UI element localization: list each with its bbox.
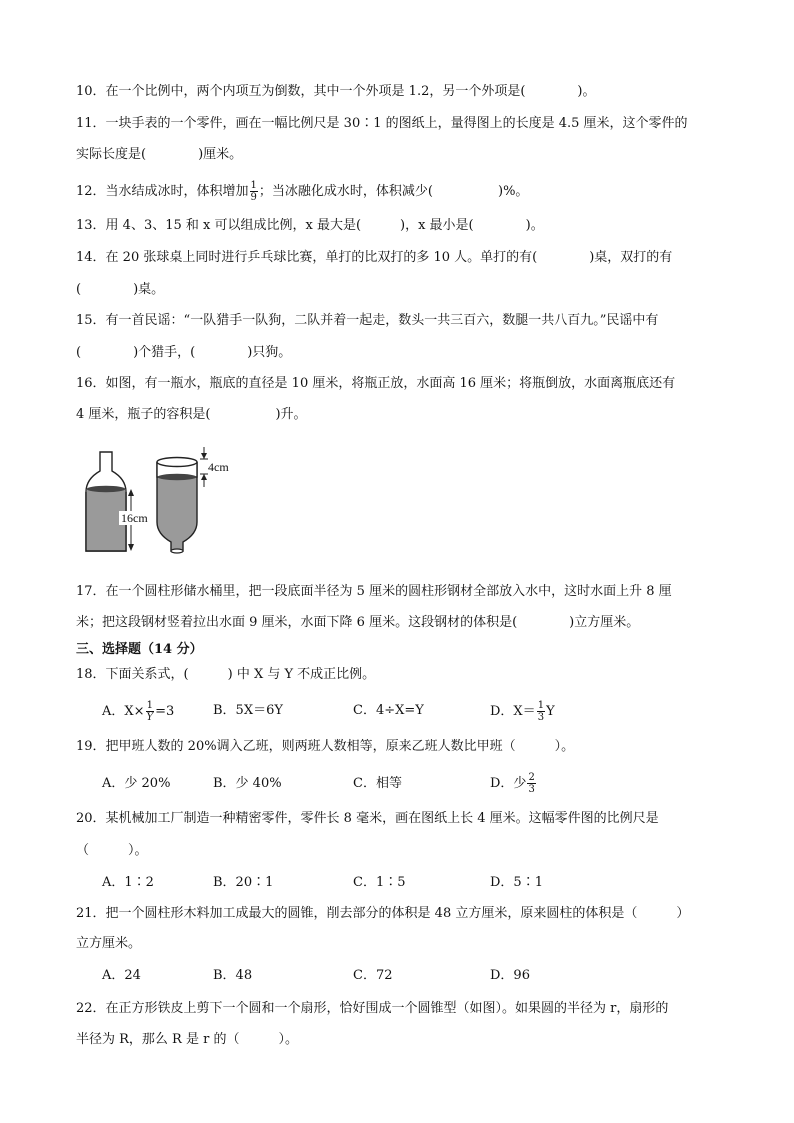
q21-option-d[interactable]: D．96 (490, 968, 530, 983)
fraction-one-third: $\frac{1}{3}$ (537, 700, 545, 723)
question-19: 19．把甲班人数的 20%调入乙班，则两班人数相等，原来乙班人数比甲班（ ）。 (76, 739, 575, 754)
q18-option-c[interactable]: C．4÷X=Y (353, 703, 424, 718)
q21-option-b[interactable]: B．48 (213, 968, 253, 983)
q18-option-d[interactable]: D．X＝ $\frac{1}{3}$ Y (490, 700, 555, 723)
question-16-line1: 16．如图，有一瓶水，瓶底的直径是 10 厘米，将瓶正放，水面高 16 厘米；将瓶倒放，水面离瓶底还有 (76, 376, 676, 391)
fraction-one-ninth: $\frac{1}{9}$ (250, 180, 257, 203)
question-22-line2: 半径为 R，那么 R 是 r 的（ ）。 (76, 1032, 298, 1047)
section-3-heading: 三、选择题（14 分） (76, 642, 203, 657)
q20-option-b[interactable]: B．20∶1 (213, 875, 274, 890)
inverted-bottle (157, 458, 197, 554)
question-13: 13．用 4、3、15 和 x 可以组成比例，x 最大是( )，x 最小是( )。 (76, 218, 544, 233)
q20-option-d[interactable]: D．5∶1 (490, 875, 543, 890)
upright-bottle (86, 452, 126, 551)
question-11-line2: 实际长度是( )厘米。 (76, 147, 243, 162)
question-20-line1: 20．某机械加工厂制造一种精密零件，零件长 8 毫米，画在图纸上长 4 厘米。这幅零件图的比例尺是 (76, 811, 659, 826)
question-21-line1: 21．把一个圆柱形木料加工成最大的圆锥，削去部分的体积是 48 立方厘米，原来圆柱的体积是（ ） (76, 906, 690, 921)
q21-option-c[interactable]: C．72 (353, 968, 393, 983)
question-15-line1: 15．有一首民谣：“一队猎手一队狗，二队并着一起走，数头一共三百六，数腿一共八百九。”民谣中有 (76, 313, 659, 328)
fraction-1-over-y: $\frac{1}{Y}$ (146, 700, 154, 723)
q19-option-a[interactable]: A．少 20% (102, 776, 171, 791)
arrow-4cm (200, 447, 208, 487)
question-17-line2: 米；把这段钢材竖着拉出水面 9 厘米，水面下降 6 厘米。这段钢材的体积是( )立方厘米。 (76, 615, 640, 630)
question-10: 10．在一个比例中，两个内项互为倒数，其中一个外项是 1.2，另一个外项是( )。 (76, 84, 596, 99)
question-22-line1: 22．在正方形铁皮上剪下一个圆和一个扇形，恰好围成一个圆锥型（如图）。如果圆的半径为 r，扇形的 (76, 1001, 669, 1016)
fraction-two-thirds: $\frac{2}{3}$ (528, 772, 535, 795)
question-15-line2: ( )个猎手，( )只狗。 (76, 345, 292, 360)
question-14-line2: ( )桌。 (76, 282, 165, 297)
q20-option-a[interactable]: A．1∶2 (102, 875, 154, 890)
question-18: 18．下面关系式，( ) 中 X 与 Y 不成正比例。 (76, 667, 376, 682)
question-17-line1: 17．在一个圆柱形储水桶里，把一段底面半径为 5 厘米的圆柱形钢材全部放入水中，这时水面上升 8 厘 (76, 584, 672, 599)
question-14-line1: 14．在 20 张球桌上同时进行乒乓球比赛，单打的比双打的多 10 人。单打的有( )桌，双打的有 (76, 250, 673, 265)
q18-option-a[interactable]: A．X× $\frac{1}{Y}$ =3 (102, 700, 175, 723)
q19-option-c[interactable]: C．相等 (353, 776, 402, 791)
q18-option-b[interactable]: B．5X＝6Y (213, 703, 283, 718)
question-20-line2: （ ）。 (76, 843, 148, 858)
q20-option-c[interactable]: C．1∶5 (353, 875, 406, 890)
question-12-text-pre: 12．当水结成冰时，体积增加 (76, 184, 249, 199)
question-21-line2: 立方厘米。 (76, 936, 142, 951)
bottle-figure (76, 447, 246, 559)
q19-option-d[interactable]: D．少 $\frac{2}{3}$ (490, 772, 535, 795)
question-16-line2: 4 厘米，瓶子的容积是( )升。 (76, 407, 307, 422)
q21-option-a[interactable]: A．24 (102, 968, 141, 983)
q19-option-b[interactable]: B．少 40% (213, 776, 282, 791)
question-11-line1: 11．一块手表的一个零件，画在一幅比例尺是 30∶1 的图纸上，量得图上的长度是 4.5 厘米，这个零件的 (76, 116, 688, 131)
label-16cm: 16cm (121, 511, 148, 525)
question-12-text-post: ；当冰融化成水时，体积减少( )%。 (258, 184, 529, 199)
question-12 (76, 180, 528, 203)
label-4cm: 4cm (208, 460, 229, 474)
